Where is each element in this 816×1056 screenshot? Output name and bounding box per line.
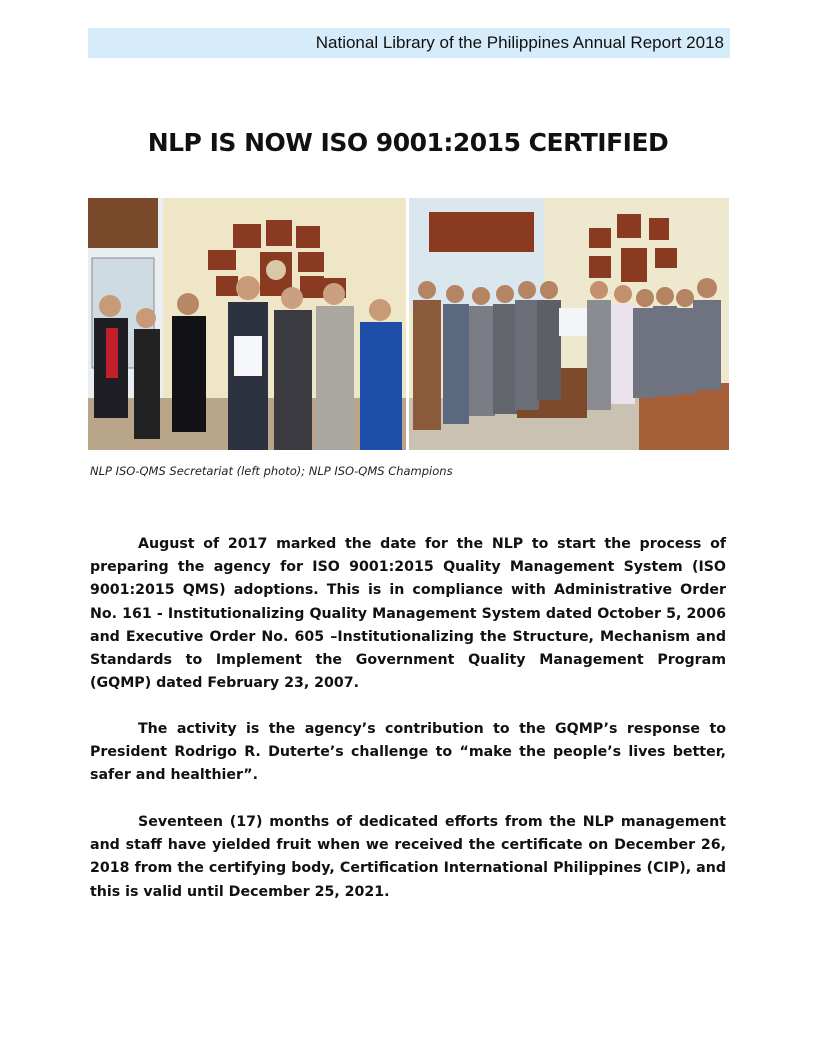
- secretariat-group-photo: [88, 198, 406, 450]
- article-body-3: [90, 811, 726, 904]
- paragraph-gqmp-contribution: The activity is the agency’s contribution to the GQMP’s response to President Rodrigo R. Duterte’s challenge to “make the people’s lives better, safer and healthier”.: [90, 721, 726, 784]
- paragraph-iso-process: August of 2017 marked the date for the NLP to start the process of preparing the agency for ISO 9001:2015 Quality Management System (ISO 9001:2015 QMS) adoptions. This is in compliance with Administrative Order No. 161 - Institutionalizing Quality Management System dated October 5, 2006 and Executive Order No. 605 –Institutionalizing the Structure, Mechanism and Standards to Implement the Government Quality Management Program (GQMP) dated February 23, 2007.: [90, 536, 726, 692]
- report-header-bar: [88, 28, 730, 58]
- article-body: [90, 533, 726, 695]
- paragraph-certification: Seventeen (17) months of dedicated efforts from the NLP management and staff have yielded fruit when we received the certificate on December 26, 2018 from the certifying body, Certification International Philippines (CIP), and this is valid until December 25, 2021.: [90, 814, 726, 900]
- photo-caption: NLP ISO-QMS Secretariat (left photo); NLP ISO-QMS Champions: [90, 464, 453, 478]
- report-header-text: National Library of the Philippines Annual Report 2018: [315, 33, 724, 52]
- article-body-2: [90, 718, 726, 788]
- champions-group-photo: [409, 198, 729, 450]
- page-title: NLP IS NOW ISO 9001:2015 CERTIFIED: [147, 128, 669, 157]
